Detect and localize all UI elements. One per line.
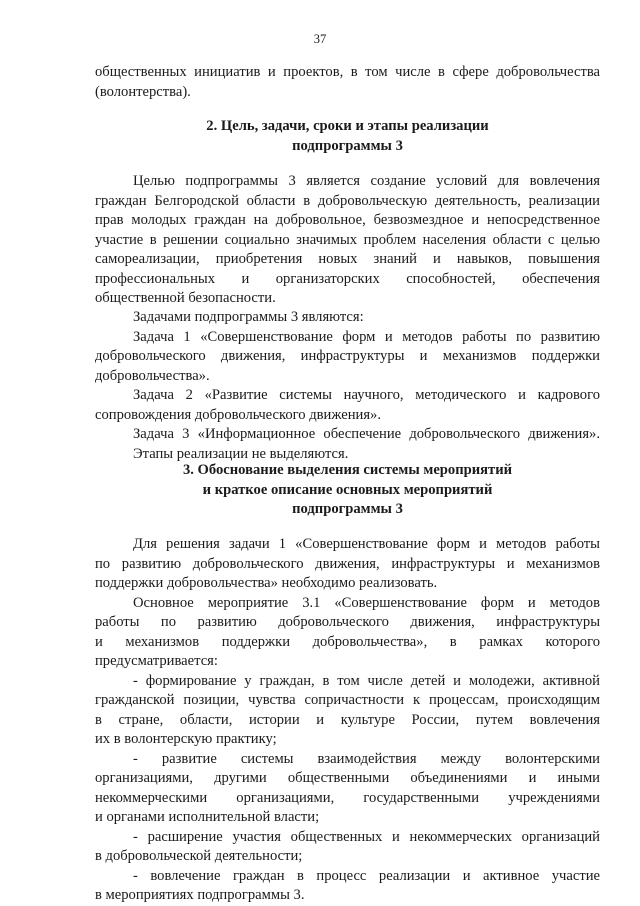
bullet-1: - формирование у граждан, в том числе детей и молодежи, активной <box>133 672 600 689</box>
task-1: Задача 1 «Совершенствование форм и методов работы по развитию <box>133 328 600 345</box>
bullet-2: - развитие системы взаимодействия между волонтерскими <box>133 750 600 767</box>
tasks-list: Задачами подпрограммы 3 являются: Задача 1 «Совершенствование форм и методов работы по развитию добровольческого движения, инфраструктуры и механизмов поддержки добровольчества». Задача 2 «Развитие системы научного, методического и кадрового сопровождения добровольческого движения». Задача 3 «Информационное обеспечение добровольческого движения». Этапы реализации не выделяются. <box>95 308 600 464</box>
tasks-intro: Задачами подпрограммы 3 являются: <box>133 309 364 325</box>
section-2-heading: 2. Цель, задачи, сроки и этапы реализации подпрограммы 3 <box>206 118 489 154</box>
intro-paragraph: общественных инициатив и проектов, в том числе в сфере добровольчества (волонтерства). <box>95 64 600 100</box>
bullet-3: - расширение участия общественных и некоммерческих организаций <box>133 828 600 845</box>
task-3: Задача 3 «Информационное обеспечение добровольческого движения». <box>133 426 600 442</box>
bullet-4: - вовлечение граждан в процесс реализации и активное участие <box>133 867 600 884</box>
stages-note: Этапы реализации не выделяются. <box>133 445 349 462</box>
section-3-body: Для решения задачи 1 «Совершенствование форм и методов работы по развитию добровольческого движения, инфраструктуры и механизмов поддержки добровольчества» необходимо реализовать. Основное мероприятие 3.1 «Совершенствование форм и методов работы по развитию добровольческого движения, инфраструктуры и механизмов поддержки добровольчества», в рамках которого предусматривается: - формирование у граждан, в том числе детей и молодежи, активной гражданской позиции, чувства сопричастности к процессам, происходящим в стране, области, истории и культуре России, путем вовлечения их в волонтерскую практику; - развитие системы взаимодействия между волонтерскими организациями, другими общественными объединениями и иными некоммерческими организациями, государственными учреждениями и органами исполнительной власти; - расширение участия общественных и некоммерческих организаций в добровольческой деятельности; - вовлечение граждан в процесс реализации и активное участие в мероприятиях подпрограммы 3. <box>95 536 600 903</box>
goal-paragraph: Целью подпрограммы 3 является создание условий для вовлечения граждан Белгородской области в добровольческую деятельность, реализации прав молодых граждан на добровольное, безвозмездное и непосредственное участие в решении социально значимых проблем населения области с целью самореализации, приобретения новых знаний и навыков, повышения профессиональных и организаторских способностей, обеспечения общественной безопасности. <box>95 173 600 306</box>
page-number: 37 <box>313 32 327 46</box>
section-3-heading: 3. Обоснование выделения системы мероприятий и краткое описание основных мероприятий подпрограммы 3 <box>182 462 513 517</box>
task-2: Задача 2 «Развитие системы научного, методического и кадрового <box>133 387 600 403</box>
